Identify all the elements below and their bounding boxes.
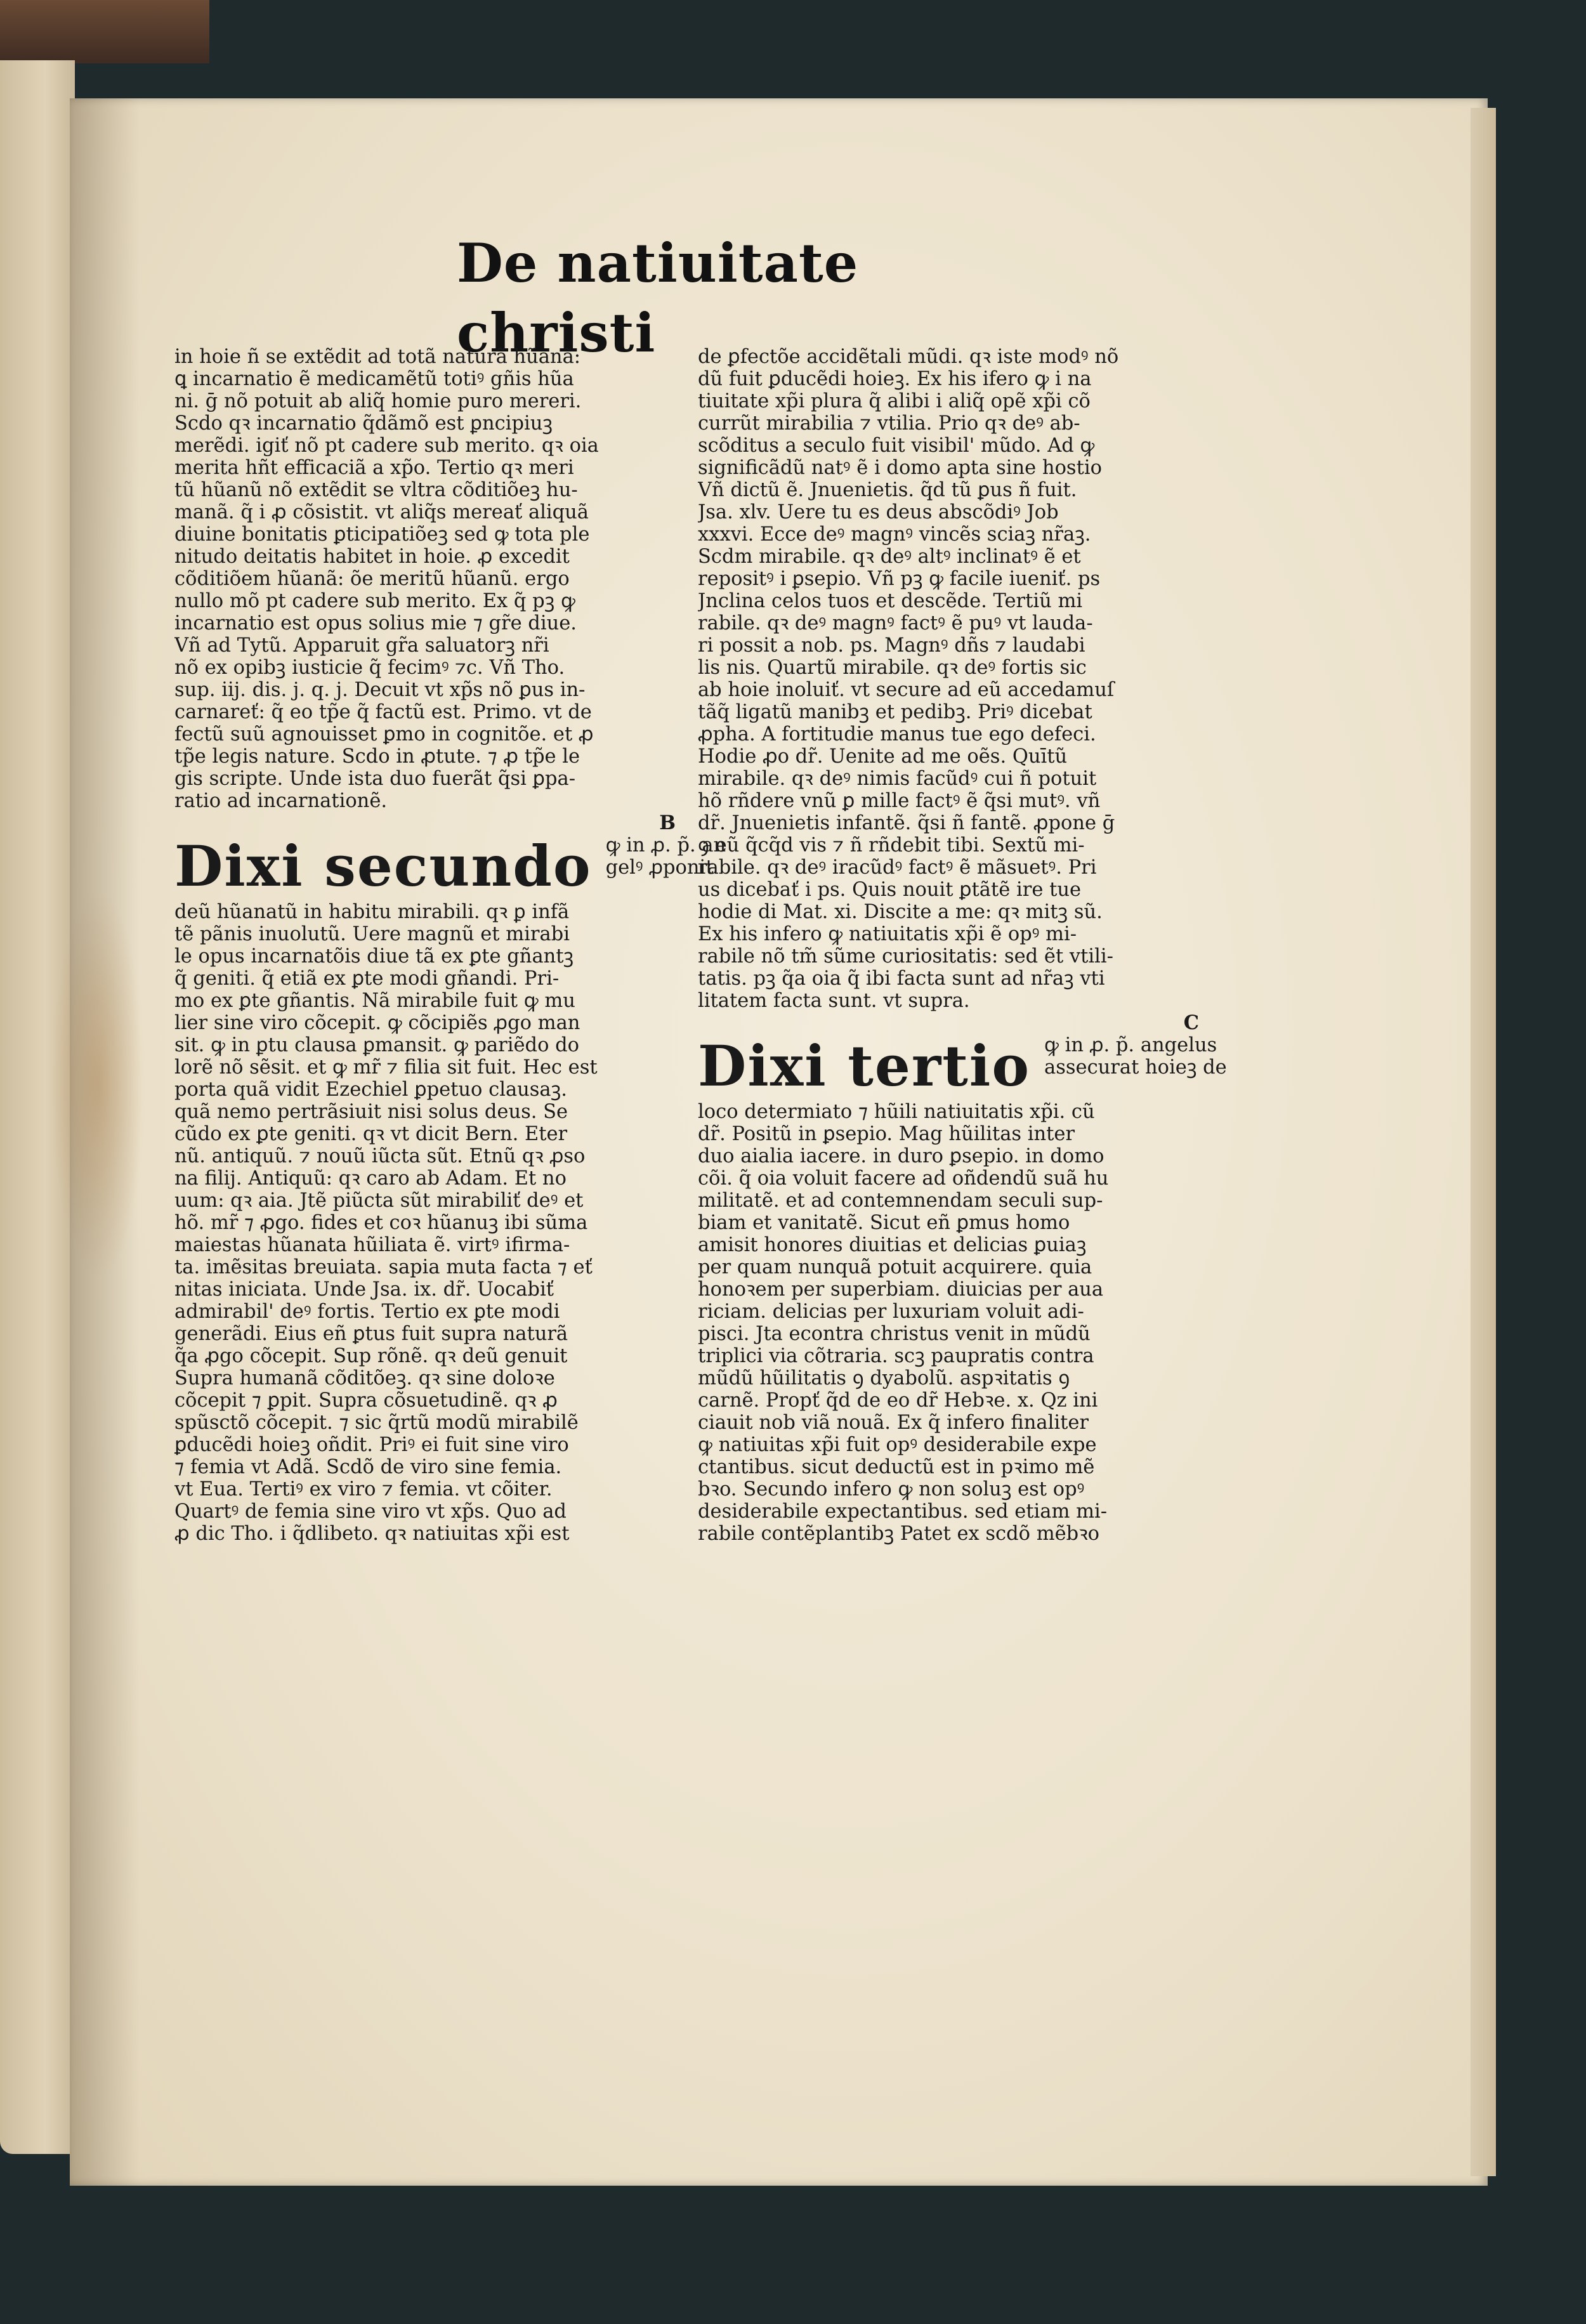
section-heading: Dixi tertio xyxy=(698,1033,1031,1099)
text-line: carnareť: q̃ eo tp̃e q̃ factũ est. Primo. vt de xyxy=(174,701,592,723)
text-line: de ꝑfectõe accidẽtali mũdi. qꝛ iste modꝰ nõ xyxy=(698,346,1119,368)
text-line: diuine bonitatis ꝑticipatiõeꝫ sed ꝙ tota ple xyxy=(174,523,590,546)
text-line: tatis. pꝫ q̃a oia q̃ ibi facta sunt ad nr̃aꝫ vti xyxy=(698,968,1105,990)
text-line: ꝗ incarnatio ẽ medicamẽtũ totiꝰ gñis hũa xyxy=(174,368,574,390)
text-line: Jsa. xlv. Uere tu es deus abscõdiꝰ Job xyxy=(698,501,1059,523)
right-column-text-top xyxy=(698,346,1256,1012)
text-line: ta. imẽsitas breuiata. sapia muta facta ⁊ eť xyxy=(174,1256,593,1278)
text-line: mo ex ꝑte gñantis. Nã mirabile fuit ꝙ mu xyxy=(174,990,575,1012)
text-line: vt Eua. Tertiꝰ ex viro ⁊ femia. vt cõiter. xyxy=(174,1478,553,1500)
text-line: rabile contẽplantibꝫ Patet ex scdõ mẽbꝛo xyxy=(698,1523,1100,1545)
left-column-text-bottom xyxy=(174,901,733,1545)
text-line: dũ fuit ꝑducẽdi hoieꝫ. Ex his ifero ꝙ i na xyxy=(698,368,1092,390)
text-line: riciam. delicias per luxuriam voluit adi- xyxy=(698,1301,1084,1323)
text-line: biam et vanitatẽ. Sicut eñ ꝑmus homo xyxy=(698,1212,1070,1234)
text-line: sit. ꝙ in ꝑtu clausa ꝑmansit. ꝙ pariẽdo do xyxy=(174,1034,580,1056)
text-line: manã. q̃ i ꝓ cõsistit. vt aliq̃s mereať aliquã xyxy=(174,501,589,523)
text-line: ciauit nob viã nouã. Ex q̃ infero finaliter xyxy=(698,1412,1089,1434)
text-line: admirabil' deꝰ fortis. Tertio ex ꝑte modi xyxy=(174,1301,560,1323)
text-line: maiestas hũanata hũiliata ẽ. virtꝰ ifirma- xyxy=(174,1234,570,1256)
text-line: Supra humanã cõditõeꝫ. qꝛ sine doloꝛe xyxy=(174,1367,555,1389)
text-line: Scdo qꝛ incarnatio q̃dãmõ est ꝑncipiuꝫ xyxy=(174,412,553,435)
text-line: sup. iij. dis. j. q. j. Decuit vt xp̃s nõ ꝑus in- xyxy=(174,679,586,701)
text-line: lorẽ nõ sẽsit. et ꝙ mr̃ ⁊ filia sit fuit. Hec est xyxy=(174,1056,598,1079)
text-line: ratio ad incarnationẽ. xyxy=(174,790,388,812)
text-line: loco determiato ⁊ hũili natiuitatis xp̃i. cũ xyxy=(698,1101,1095,1123)
water-stain xyxy=(51,888,146,1282)
text-line: ri possit a nob. ps. Magnꝰ dñs ⁊ laudabi xyxy=(698,634,1085,657)
text-line: mũdũ hũilitatis ꝯ dyabolũ. aspꝛitatis ꝯ xyxy=(698,1367,1070,1389)
text-line: honoꝛem per superbiam. diuicias per aua xyxy=(698,1278,1104,1301)
text-line: repositꝰ i ꝑsepio. Vñ pꝫ ꝙ facile iueniť. ps xyxy=(698,568,1101,590)
text-line: militatẽ. et ad contemnendam seculi sup- xyxy=(698,1190,1103,1212)
text-line: tũ hũanũ nõ extẽdit se vltra cõditiõeꝫ hu- xyxy=(174,479,578,501)
section-heading: Dixi secundo xyxy=(174,833,592,899)
text-line: ꝙ in ꝓ. p̃. angelus xyxy=(1044,1034,1217,1056)
text-line: lis nis. Quartũ mirabile. qꝛ deꝰ fortis sic xyxy=(698,657,1087,679)
text-line: cõditiõem hũanã: õe meritũ hũanũ. ergo xyxy=(174,568,570,590)
text-line: cõi. q̃ oia voluit facere ad oñdendũ suã hu xyxy=(698,1167,1109,1190)
text-line: hodie di Mat. xi. Discite a me: qꝛ mitꝫ sũ. xyxy=(698,901,1103,923)
text-line: Hodie ꝓo dr̃. Uenite ad me oẽs. Quītũ xyxy=(698,745,1068,768)
text-line: porta quã vidit Ezechiel ꝑpetuo clausaꝫ. xyxy=(174,1079,567,1101)
heading-side-text xyxy=(1044,1034,1256,1079)
text-line: pisci. Jta econtra christus venit in mũdũ xyxy=(698,1323,1091,1345)
text-line: scõditus a seculo fuit visibil' mũdo. Ad ꝙ xyxy=(698,435,1095,457)
text-line: nitudo deitatis habitet in hoie. ꝓ excedit xyxy=(174,546,570,568)
section-marker-c: C xyxy=(1183,1012,1199,1034)
text-line: rabile nõ tm̃ sũme curiositatis: sed ẽt vtili- xyxy=(698,945,1113,968)
text-line: cõcepit ⁊ ꝑpit. Supra cõsuetudinẽ. qꝛ ꝓ xyxy=(174,1389,558,1412)
text-line: nõ ex opibꝫ iusticie q̃ fecimꝰ ⁊c. Vñ Tho. xyxy=(174,657,565,679)
text-line: uum: qꝛ aia. Jtẽ piũcta sũt mirabiliť deꝰ et xyxy=(174,1190,584,1212)
section-marker-b: B xyxy=(659,812,676,834)
left-column xyxy=(174,346,733,1545)
text-line: q̃ geniti. q̃ etiã ex ꝑte modi gñandi. Pri- xyxy=(174,968,560,990)
text-line: triplici via cõtraria. scꝫ paupratis contra xyxy=(698,1345,1094,1367)
text-line: tp̃e legis nature. Scdo in ꝓtute. ⁊ ꝓ tp̃e le xyxy=(174,745,580,768)
text-line: incarnatio est opus solius mie ⁊ gr̃e diue. xyxy=(174,612,577,634)
text-line: na filij. Antiquũ: qꝛ caro ab Adam. Et no xyxy=(174,1167,567,1190)
text-line: significãdũ natꝰ ẽ i domo apta sine hostio xyxy=(698,457,1102,479)
text-line: ⁊ femia vt Adã. Scdõ de viro sine femia. xyxy=(174,1456,562,1478)
text-line: fectũ suũ agnouisset ꝑmo in cognitõe. et ꝓ xyxy=(174,723,594,745)
text-line: Vñ dictũ ẽ. Jnuenietis. q̃d tũ ꝑus ñ fuit. xyxy=(698,479,1077,501)
text-line: us dicebať i ps. Quis nouit ꝑtãtẽ ire tue xyxy=(698,879,1082,901)
text-line: ꝯ eũ q̃cq̃d vis ⁊ ñ rñdebit tibi. Sextũ mi- xyxy=(698,834,1085,857)
right-column xyxy=(698,346,1256,1545)
text-line: spũsctõ cõcepit. ⁊ sic q̃rtũ modũ mirabilẽ xyxy=(174,1412,579,1434)
left-column-text-top xyxy=(174,346,733,812)
text-line: Scdm mirabile. qꝛ deꝰ altꝰ inclinatꝰ ẽ et xyxy=(698,546,1081,568)
text-line: ꝑducẽdi hoieꝫ oñdit. Priꝰ ei fuit sine viro xyxy=(174,1434,569,1456)
text-line: rabile. qꝛ deꝰ magnꝰ factꝰ ẽ puꝰ vt lauda- xyxy=(698,612,1093,634)
text-line: rabile. qꝛ deꝰ iracũdꝰ factꝰ ẽ mãsuetꝰ. Pri xyxy=(698,857,1097,879)
text-line: gelꝰ ꝓponit xyxy=(605,857,714,879)
text-line: ctantibus. sicut deductũ est in pꝛimo mẽ xyxy=(698,1456,1095,1478)
text-line: hõ. mr̃ ⁊ ꝓgo. fides et coꝛ hũanuꝫ ibi sũma xyxy=(174,1212,588,1234)
text-line: generãdi. Eius eñ ꝑtus fuit supra naturã xyxy=(174,1323,568,1345)
text-line: duo aialia iacere. in duro ꝑsepio. in domo xyxy=(698,1145,1104,1167)
text-line: ꝙ natiuitas xp̃i fuit opꝰ desiderabile expe xyxy=(698,1434,1097,1456)
text-line: xxxvi. Ecce deꝰ magnꝰ vincẽs sciaꝫ nr̃aꝫ. xyxy=(698,523,1091,546)
text-line: mirabile. qꝛ deꝰ nimis facũdꝰ cui ñ potuit xyxy=(698,768,1097,790)
text-line: carnẽ. Propť q̃d de eo dr̃ Hebꝛe. x. Qz ini xyxy=(698,1389,1098,1412)
text-line: hõ rñdere vnũ ꝑ mille factꝰ ẽ q̃si mutꝰ. vñ xyxy=(698,790,1101,812)
text-line: amisit honores diuitias et delicias ꝑuiaꝫ xyxy=(698,1234,1087,1256)
text-line: tãq̃ ligatũ manibꝫ et pedibꝫ. Priꝰ dicebat xyxy=(698,701,1092,723)
section-heading-block xyxy=(174,834,733,901)
right-column-text-bottom xyxy=(698,1101,1256,1545)
page-fore-edge xyxy=(1471,108,1496,2176)
text-line: deũ hũanatũ in habitu mirabili. qꝛ ꝑ infã xyxy=(174,901,570,923)
text-line: nullo mõ pt cadere sub merito. Ex q̃ pꝫ ꝙ xyxy=(174,590,575,612)
text-line: in hoie ñ se extẽdit ad totã naturã hũanã: xyxy=(174,346,581,368)
text-line: cũdo ex ꝑte geniti. qꝛ vt dicit Bern. Eter xyxy=(174,1123,568,1145)
text-line: tẽ pãnis inuolutũ. Uere magnũ et mirabi xyxy=(174,923,570,945)
text-line: ni. ḡ nõ potuit ab aliq̃ homie puro mereri. xyxy=(174,390,582,412)
text-line: dr̃. Jnuenietis infantẽ. q̃si ñ fantẽ. ꝓpone ḡ xyxy=(698,812,1115,834)
text-line: q̃a ꝓgo cõcepit. Sup rõnẽ. qꝛ deũ genuit xyxy=(174,1345,568,1367)
text-line: currũt mirabilia ⁊ vtilia. Prio qꝛ deꝰ ab- xyxy=(698,412,1080,435)
text-line: tiuitate xp̃i plura q̃ alibi i aliq̃ opẽ xp̃i cõ xyxy=(698,390,1091,412)
text-line: desiderabile expectantibus. sed etiam mi- xyxy=(698,1500,1108,1523)
text-line: gis scripte. Unde ista duo fuerãt q̃si ꝑpa- xyxy=(174,768,575,790)
book-spine xyxy=(0,0,209,63)
running-title: De natiuitate christi xyxy=(457,232,859,364)
text-line: merẽdi. igiť nõ pt cadere sub merito. qꝛ oia xyxy=(174,435,599,457)
text-line: Quartꝰ de femia sine viro vt xp̃s. Quo ad xyxy=(174,1500,567,1523)
text-line: lier sine viro cõcepit. ꝙ cõcipiẽs ꝓgo man xyxy=(174,1012,580,1034)
text-line: ꝓpha. A fortitudie manus tue ego defeci. xyxy=(698,723,1096,745)
text-line: nũ. antiquũ. ⁊ nouũ iũcta sũt. Etnũ qꝛ ꝓso xyxy=(174,1145,586,1167)
text-line: Ex his infero ꝙ natiuitatis xp̃i ẽ opꝰ mi- xyxy=(698,923,1077,945)
text-line: merita hñt efficaciã a xp̃o. Tertio qꝛ meri xyxy=(174,457,574,479)
text-line: Vñ ad Tytũ. Apparuit gr̃a saluatorꝫ nr̃i xyxy=(174,634,549,657)
text-line: nitas iniciata. Unde Jsa. ix. dr̃. Uocabiť xyxy=(174,1278,554,1301)
section-heading-block xyxy=(698,1034,1256,1101)
text-line: ꝙ in ꝓ. p̃. an xyxy=(605,834,726,857)
text-line: quã nemo pertrãsiuit nisi solus deus. Se xyxy=(174,1101,568,1123)
text-line: Jnclina celos tuos et descẽde. Tertiũ mi xyxy=(698,590,1083,612)
text-line: le opus incarnatõis diue tã ex ꝑte gñantꝫ xyxy=(174,945,574,968)
text-line: ꝓ dic Tho. i q̃dlibeto. qꝛ natiuitas xp̃i est xyxy=(174,1523,570,1545)
text-line: bꝛo. Secundo infero ꝙ non soluꝫ est opꝰ xyxy=(698,1478,1085,1500)
text-line: assecurat hoieꝫ de xyxy=(1044,1056,1227,1079)
text-line: dr̃. Positũ in ꝑsepio. Mag hũilitas inter xyxy=(698,1123,1075,1145)
text-line: litatem facta sunt. vt supra. xyxy=(698,990,970,1012)
text-line: ab hoie inoluiť. vt secure ad eũ accedamuſ xyxy=(698,679,1115,701)
text-line: per quam nunquã potuit acquirere. quia xyxy=(698,1256,1092,1278)
